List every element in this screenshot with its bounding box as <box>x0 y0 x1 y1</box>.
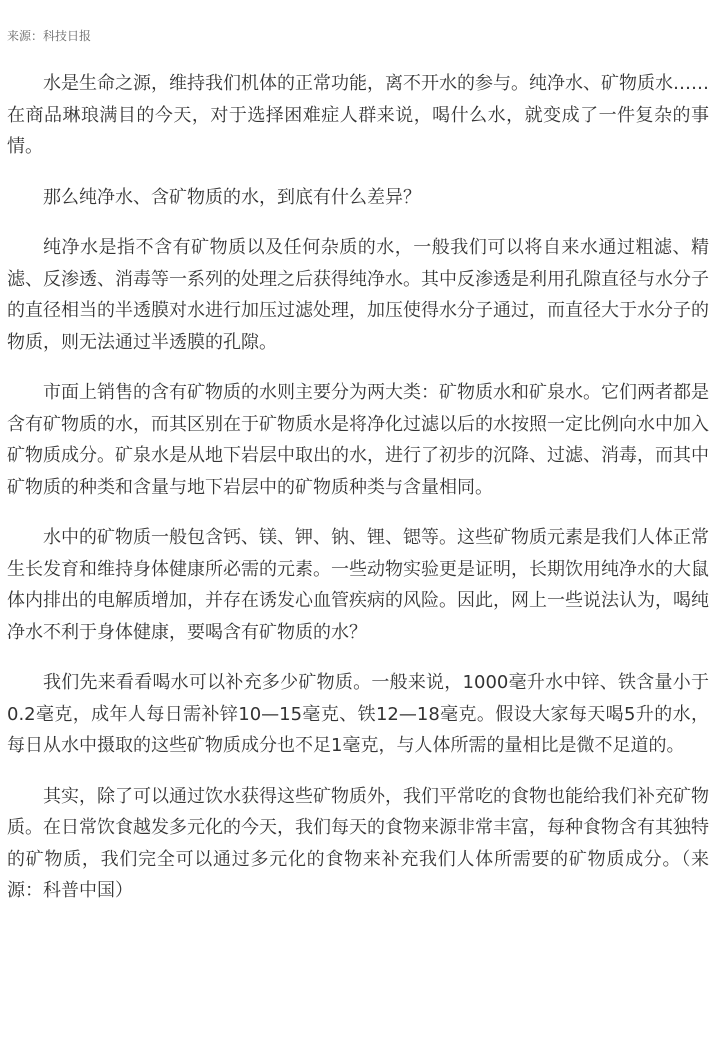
article-body <box>7 68 709 926</box>
article-source <box>7 28 91 44</box>
source-label: 来源： <box>7 29 44 43</box>
paragraph-3: 纯净水是指不含有矿物质以及任何杂质的水，一般我们可以将自来水通过粗滤、精滤、反渗透、消毒等一系列的处理之后获得纯净水。其中反渗透是利用孔隙直径与水分子的直径相当的半透膜对水进行加压过滤处理，加压使得水分子通过，而直径大于水分子的物质，则无法通过半透膜的孔隙。 <box>7 237 709 353</box>
paragraph-7: 其实，除了可以通过饮水获得这些矿物质外，我们平常吃的食物也能给我们补充矿物质。在日常饮食越发多元化的今天，我们每天的食物来源非常丰富，每种食物含有其独特的矿物质，我们完全可以通过多元化的食物来补充我们人体所需要的矿物质成分。（来源：科普中国） <box>7 785 709 901</box>
paragraph-4: 市面上销售的含有矿物质的水则主要分为两大类：矿物质水和矿泉水。它们两者都是含有矿物质的水，而其区别在于矿物质水是将净化过滤以后的水按照一定比例向水中加入矿物质成分。矿泉水是从地下岩层中取出的水，进行了初步的沉降、过滤、消毒，而其中矿物质的种类和含量与地下岩层中的矿物质种类与含量相同。 <box>7 382 709 498</box>
paragraph-2: 那么纯净水、含矿物质的水，到底有什么差异？ <box>43 186 421 208</box>
source-name: 科技日报 <box>43 29 92 43</box>
paragraph-5: 水中的矿物质一般包含钙、镁、钾、钠、锂、锶等。这些矿物质元素是我们人体正常生长发育和维持身体健康所必需的元素。一些动物实验更是证明，长期饮用纯净水的大鼠体内排出的电解质增加，并存在诱发心血管疾病的风险。因此，网上一些说法认为，喝纯净水不利于身体健康，要喝含有矿物质的水？ <box>7 527 709 643</box>
paragraph-1: 水是生命之源，维持我们机体的正常功能，离不开水的参与。纯净水、矿物质水……在商品琳琅满目的今天，对于选择困难症人群来说，喝什么水，就变成了一件复杂的事情。 <box>7 73 709 157</box>
paragraph-6: 我们先来看看喝水可以补充多少矿物质。一般来说，1000毫升水中锌、铁含量小于0.2毫克，成年人每日需补锌10—15毫克、铁12—18毫克。假设大家每天喝5升的水，每日从水中摄取的这些矿物质成分也不足1毫克，与人体所需的量相比是微不足道的。 <box>7 672 709 756</box>
